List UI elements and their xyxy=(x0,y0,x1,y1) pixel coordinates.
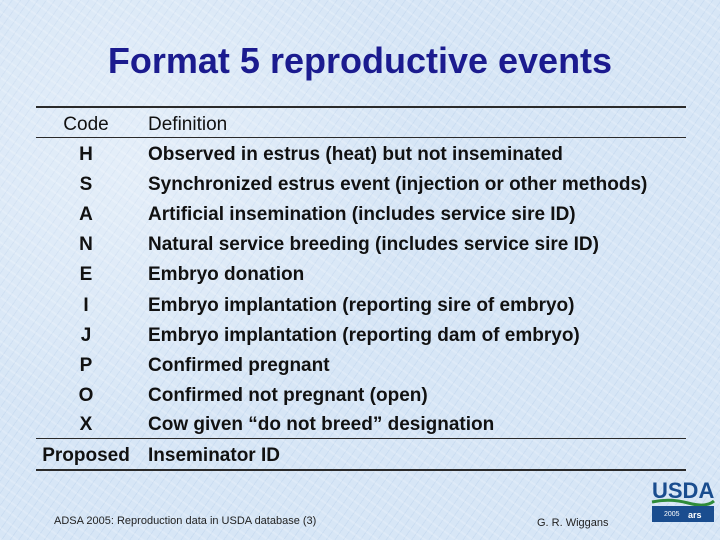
proposed-row xyxy=(36,441,686,471)
event-definition: Natural service breeding (includes service sire ID) xyxy=(148,234,599,255)
logo-band xyxy=(652,506,714,522)
event-definition: Confirmed not pregnant (open) xyxy=(148,385,428,406)
top-rule xyxy=(36,106,686,108)
bottom-rule xyxy=(36,469,686,471)
header-rule xyxy=(36,137,686,138)
event-code: E xyxy=(79,264,93,285)
event-definition: Artificial insemination (includes service sire ID) xyxy=(148,204,576,225)
usda-logo xyxy=(650,476,716,528)
event-code: N xyxy=(79,234,93,255)
logo-year: 2005 xyxy=(664,511,680,518)
event-definition: Embryo donation xyxy=(148,264,305,285)
table-row xyxy=(36,170,686,200)
table-row xyxy=(36,321,686,351)
event-code: P xyxy=(79,355,93,376)
event-code: S xyxy=(79,174,93,195)
event-definition: Confirmed pregnant xyxy=(148,355,330,376)
table-row xyxy=(36,410,686,440)
table-header xyxy=(36,110,686,140)
footer-citation: ADSA 2005: Reproduction data in USDA database (3) xyxy=(54,515,317,527)
table-row xyxy=(36,381,686,411)
event-code: J xyxy=(80,325,92,346)
proposed-rule xyxy=(36,438,686,439)
event-code: A xyxy=(79,204,93,225)
event-definition: Embryo implantation (reporting dam of embryo) xyxy=(148,325,580,346)
table-row xyxy=(36,351,686,381)
table-row xyxy=(36,230,686,260)
table-row xyxy=(36,260,686,290)
table-row xyxy=(36,200,686,230)
event-code: H xyxy=(79,144,93,165)
event-code: O xyxy=(78,385,94,406)
event-definition: Synchronized estrus event (injection or other methods) xyxy=(148,174,648,195)
event-code: X xyxy=(79,414,93,435)
table-row xyxy=(36,140,686,170)
footer-author: G. R. Wiggans xyxy=(537,517,609,529)
logo-text: USDA xyxy=(652,478,715,503)
event-code: I xyxy=(83,295,89,316)
header-definition: Definition xyxy=(148,114,228,135)
proposed-definition: Inseminator ID xyxy=(148,445,280,466)
slide-title: Format 5 reproductive events xyxy=(107,40,613,81)
event-definition: Cow given “do not breed” designation xyxy=(148,414,495,435)
event-definition: Observed in estrus (heat) but not inseminated xyxy=(148,144,563,165)
header-code: Code xyxy=(63,114,109,135)
table-row xyxy=(36,291,686,321)
event-definition: Embryo implantation (reporting sire of embryo) xyxy=(148,295,575,316)
proposed-code: Proposed xyxy=(42,445,130,466)
ars-mark-icon: ars xyxy=(688,510,702,520)
